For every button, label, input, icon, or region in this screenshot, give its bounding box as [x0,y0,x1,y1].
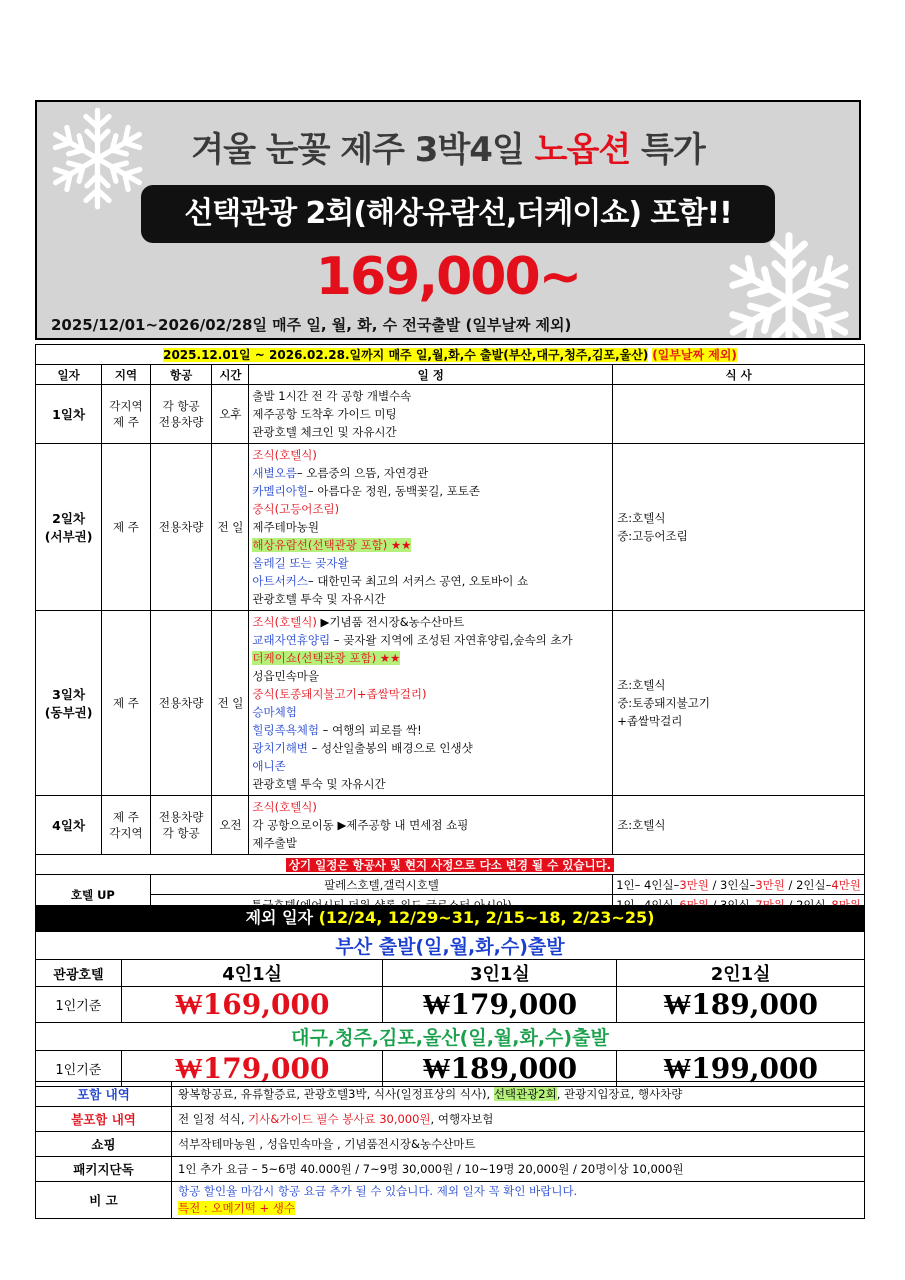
included-label: 포함 내역 [36,1082,172,1107]
price-value: ₩189,000 [383,1051,617,1087]
day-number: 3일차 [52,687,86,702]
header-day: 일자 [36,365,102,385]
transport-text: 각 항공 [162,826,200,840]
price-value: ₩179,000 [121,1051,383,1087]
remarks-text [172,1182,865,1219]
transport-text: 각 항공 [162,399,200,413]
schedule-item: 조식(호텔식) ▶기념품 전시장&농수산마트 [252,615,465,629]
itinerary-day-row [36,385,865,444]
excluded-text [172,1107,865,1132]
day-number: 4일차 [52,818,86,833]
exclusion-dates: (12/24, 12/29~31, 2/15~18, 2/23~25) [318,908,655,927]
price-header-4: 4인1실 [121,960,383,987]
included-text [172,1082,865,1107]
promo-banner [35,100,861,340]
schedule-item: 아트서커스– 대한민국 최고의 서커스 공연, 오토바이 쇼 [252,574,529,588]
header-time: 시간 [212,365,249,385]
itinerary-day-row [36,444,865,611]
transport-text: 전용차량 [158,810,204,824]
excluded-highlight: 기사&가이드 필수 봉사료 30,000원 [248,1112,431,1126]
day-number: 2일차 [52,511,86,526]
shopping-text: 석부작테마농원 , 성읍민속마을 , 기념품전시장&농수산마트 [172,1132,865,1157]
price-group-title-row [36,1023,865,1051]
meal-text: 조:호텔식 [617,678,666,692]
day-meal [613,796,865,855]
schedule-item: 올레길 또는 곶자왈 [252,556,349,570]
schedule-item: 교래자연휴양림 – 곶자왈 지역에 조성된 자연휴양림,숲속의 초가 [252,633,573,647]
day-label [36,385,102,444]
transport-text: 전용차량 [158,415,204,429]
day-time: 전 일 [212,611,249,796]
price-row-label: 1인기준 [36,987,122,1023]
included-pre: 왕복항공료, 유류할증료, 관광호텔3박, 식사(일정표상의 식사), [178,1087,494,1101]
meal-text: +좁쌀막걸리 [617,714,683,728]
transport-text: 전용차량 [158,520,204,534]
schedule-item: 승마체험 [252,705,297,719]
schedule-item: 관광호텔 체크인 및 자유시간 [252,425,397,439]
day-transport [150,796,212,855]
day-meal [613,444,865,611]
day-meal [613,611,865,796]
schedule-item: 제주공항 도착후 가이드 미팅 [252,407,397,421]
shopping-row [36,1132,865,1157]
price-row-label: 1인기준 [36,1051,122,1087]
price-group-title: 부산 출발(일,월,화,수)출발 [36,932,865,960]
itinerary-day-row [36,611,865,796]
schedule-item: 중식(고등어조림) [252,502,340,516]
day-meal [613,385,865,444]
transport-text: 전용차량 [158,696,204,710]
schedule-item: 새별오름– 오름중의 으뜸, 자연경관 [252,466,429,480]
day-label [36,611,102,796]
remarks-label: 비 고 [36,1182,172,1219]
included-row [36,1082,865,1107]
hotel-up-label: 호텔 UP [36,875,151,915]
price-header-row [36,960,865,987]
schedule-item: 성읍민속마을 [252,669,320,683]
schedule-item: 관광호텔 투숙 및 자유시간 [252,777,386,791]
price-group-title-row [36,932,865,960]
schedule-item: 더케이쇼(선택관광 포함) ★★ [252,651,401,665]
banner-option-pill: 선택관광 2회(해상유람선,더케이쇼) 포함!! [141,185,775,243]
schedule-item: 힐링족욕체험 – 여행의 피로를 싹! [252,723,422,737]
package-text: 1인 추가 요금 – 5~6명 40.000원 / 7~9명 30,000원 / 10~19명 20,000원 / 20명이상 10,000원 [172,1157,865,1182]
day-label [36,796,102,855]
price-row [36,987,865,1023]
banner-title [37,122,859,171]
day-number: 1일차 [52,407,86,422]
banner-title-suffix: 특가 [641,130,705,170]
day-schedule [249,444,613,611]
schedule-item: 애니존 [252,759,286,773]
period-note: (일부날짜 제외) [652,348,737,362]
excluded-row [36,1107,865,1132]
schedule-item: 제주테마농원 [252,520,320,534]
region-text: 제 주 [113,810,139,824]
schedule-item: 각 공항으로이동 ▶제주공항 내 면세점 쇼핑 [252,818,469,832]
package-row [36,1157,865,1182]
header-meal: 식 사 [613,365,865,385]
schedule-item: 조식(호텔식) [252,448,317,462]
remarks-row [36,1182,865,1219]
header-schedule: 일 정 [249,365,613,385]
included-post: , 관광지입장료, 행사차량 [556,1087,683,1101]
price-header-hotel: 관광호텔 [36,960,122,987]
period-row [36,345,865,365]
excluded-pre: 전 일정 석식, [178,1112,249,1126]
schedule-item: 해상유람선(선택관광 포함) ★★ [252,538,412,552]
meal-text: 조:호텔식 [617,818,666,832]
region-text: 제 주 [113,415,139,429]
day-region [102,444,151,611]
meal-text: 조:호텔식 [617,511,666,525]
day-area: (동부권) [44,705,93,720]
itinerary-table [35,344,865,915]
price-header-3: 3인1실 [383,960,617,987]
day-transport [150,611,212,796]
period-text: 2025.12.01일 ~ 2026.02.28.일까지 매주 일,월,화,수 출발(부산,대구,청주,김포,울산) [163,348,649,362]
meal-text: 중:고등어조림 [617,529,688,543]
day-transport [150,385,212,444]
included-highlight: 선택관광2회 [493,1087,557,1101]
price-group-title: 대구,청주,김포,울산(일,월,화,수)출발 [36,1023,865,1051]
banner-price: 169,000~ [315,247,581,307]
region-text: 각지역 [109,399,143,413]
meal-text: 중:토종돼지불고기 [617,696,710,710]
price-value: ₩179,000 [383,987,617,1023]
day-label [36,444,102,611]
day-transport [150,444,212,611]
price-header-2: 2인1실 [617,960,865,987]
exclusion-bar [35,905,865,931]
schedule-item: 중식(토종돼지불고기+좁쌀막걸리) [252,687,427,701]
hotel-up-name: 팔레스호텔,갤럭시호텔 [150,875,612,895]
price-value: ₩189,000 [617,987,865,1023]
schedule-item: 조식(호텔식) [252,800,317,814]
price-value: ₩169,000 [121,987,383,1023]
shopping-label: 쇼핑 [36,1132,172,1157]
schedule-notice: 상기 일정은 항공사 및 현지 사정으로 다소 변경 될 수 있습니다. [286,858,614,872]
package-label: 패키지단독 [36,1157,172,1182]
remarks-line: 항공 할인율 마감시 항공 요금 추가 될 수 있습니다. 제외 일자 꼭 확인 바랍니다. [178,1184,578,1198]
day-time: 오후 [212,385,249,444]
day-region [102,611,151,796]
price-value: ₩199,000 [617,1051,865,1087]
day-time: 오전 [212,796,249,855]
day-region [102,385,151,444]
price-table [35,931,865,1087]
day-time: 전 일 [212,444,249,611]
day-schedule [249,385,613,444]
exclusion-label: 제외 일자 [245,908,313,927]
header-region: 지역 [102,365,151,385]
region-text: 제 주 [113,520,139,534]
day-region [102,796,151,855]
remarks-benefit: 특전 : 오메기떡 + 생수 [178,1201,296,1215]
schedule-item: 광치기해변 – 성산일출봉의 배경으로 인생샷 [252,741,473,755]
schedule-item: 출발 1시간 전 각 공항 개별수속 [252,389,412,403]
info-table [35,1081,865,1219]
banner-title-main: 겨울 눈꽃 제주 3박4일 [191,130,524,170]
itinerary-day-row [36,796,865,855]
hotel-up-prices: 1인– 4인실–3만원 / 3인실–3만원 / 2인실–4만원 [613,875,865,895]
schedule-item: 제주출발 [252,836,297,850]
notice-row [36,855,865,875]
schedule-item: 카멜리아힐– 아름다운 정원, 동백꽃길, 포토존 [252,484,481,498]
day-schedule [249,611,613,796]
day-area: (서부권) [44,529,93,544]
excluded-label: 불포함 내역 [36,1107,172,1132]
region-text: 제 주 [113,696,139,710]
itinerary-header [36,365,865,385]
header-transport: 항공 [150,365,212,385]
banner-title-highlight: 노옵션 [534,130,631,170]
region-text: 각지역 [109,826,143,840]
schedule-item: 관광호텔 투숙 및 자유시간 [252,592,386,606]
hotel-up-row [36,875,865,895]
excluded-post: , 여행자보험 [430,1112,494,1126]
day-schedule [249,796,613,855]
banner-subtitle: 2025/12/01~2026/02/28일 매주 일, 월, 화, 수 전국출발 (일부날짜 제외) [51,316,572,334]
